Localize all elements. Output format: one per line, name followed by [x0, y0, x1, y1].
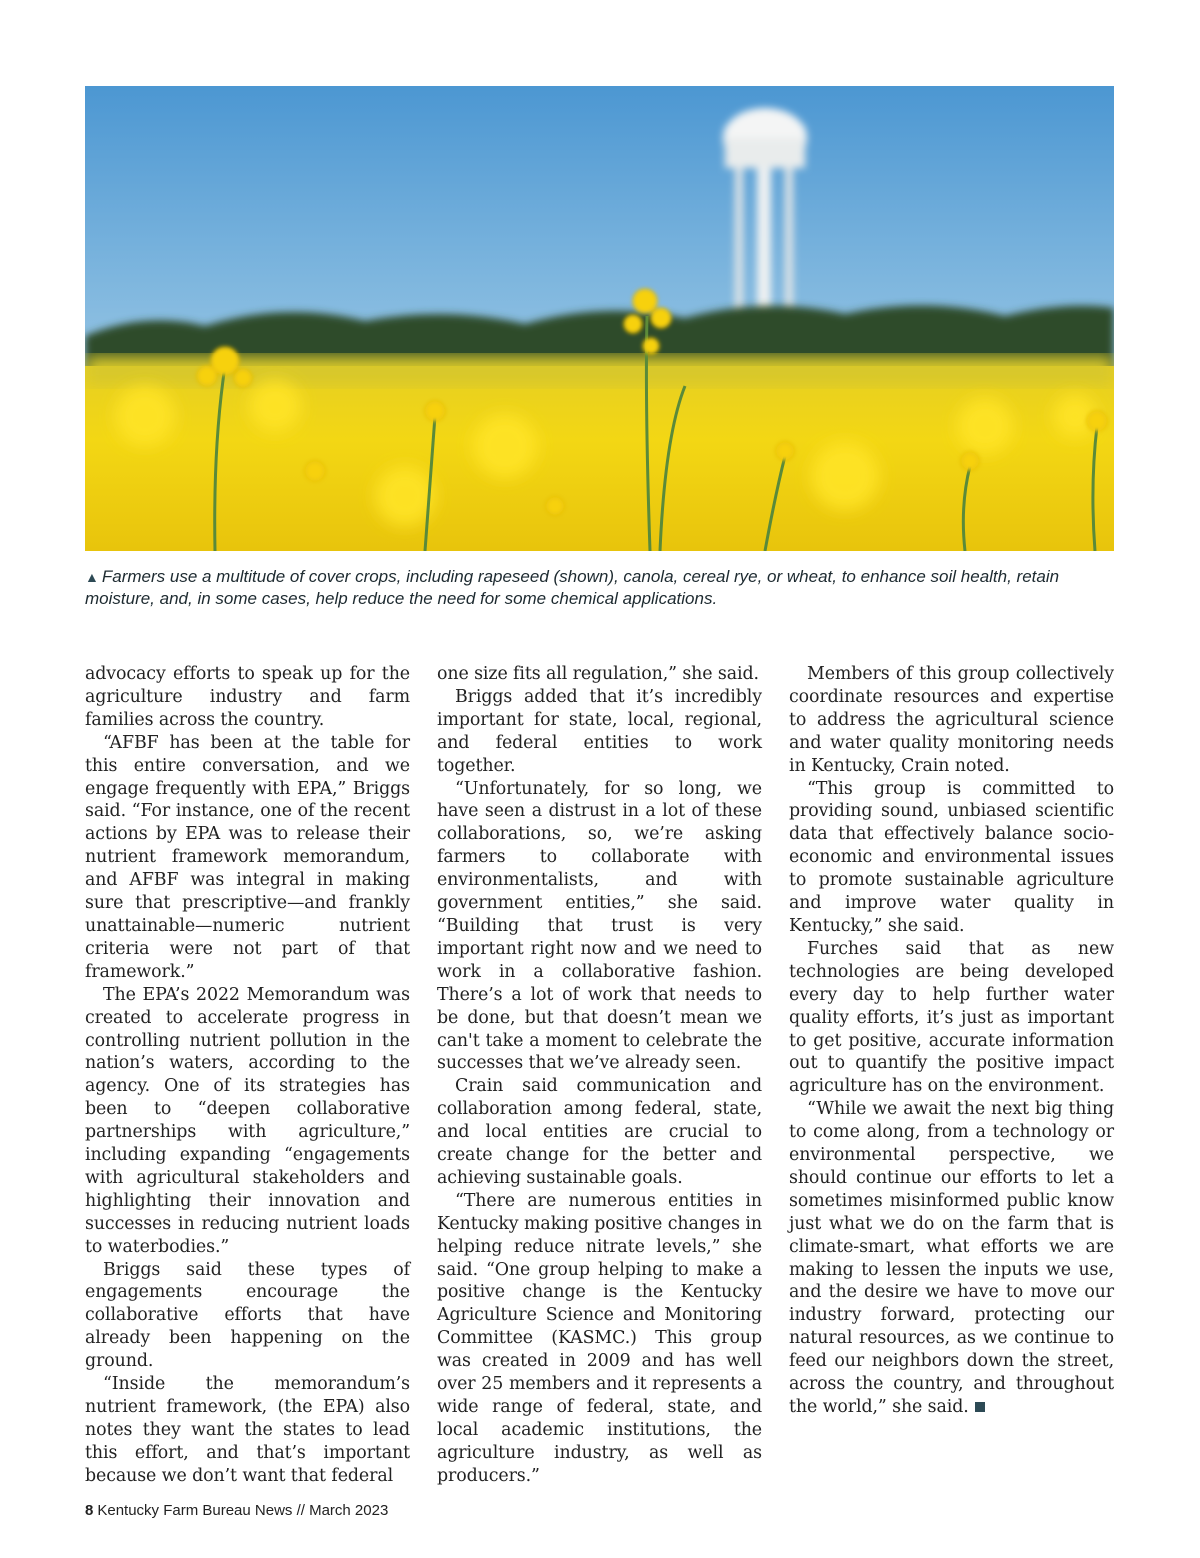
paragraph: “Inside the memorandum’s nutrient framework, (the EPA) also notes they want the states to lead this effort, and that’s important because we don’t want that federal: [85, 1374, 410, 1486]
paragraph: Crain said communication and collaboration among federal, state, and local entities are crucial to create change for the better and achieving sustainable goals.: [437, 1076, 762, 1188]
photo-caption: [85, 566, 1114, 610]
paragraph: “This group is committed to providing sound, unbiased scientific data that effectively balance socio-economic and environmental issues to promote sustainable agriculture and improve water quality in Kentucky,” she said.: [789, 778, 1114, 936]
caption-text: Farmers use a multitude of cover crops, including rapeseed (shown), canola, cereal rye, or wheat, to enhance soil health, retain moisture, and, in some cases, help reduce the need for some chemical applications.: [85, 567, 1060, 608]
paragraph: “Unfortunately, for so long, we have seen a distrust in a lot of these collaborations, so, we’re asking farmers to collaborate with environmentalists, and with government entities,” she said. “Building that trust is very important right now and we need to work in a collaborative fashion. There’s a lot of work that needs to be done, but that doesn’t mean we can't take a moment to celebrate the successes that we’ve already seen.: [437, 778, 762, 1074]
paragraph: Furches said that as new technologies are being developed every day to help further water quality efforts, it’s just as important to get positive, accurate information out to quantify the positive impact agriculture has on the environment.: [789, 938, 1114, 1097]
publication-info: Kentucky Farm Bureau News // March 2023: [97, 1502, 389, 1519]
caption-triangle-icon: ▲: [85, 569, 99, 585]
paragraph: Briggs added that it’s incredibly important for state, local, regional, and federal entities to work together.: [437, 686, 762, 776]
rapeseed-field-photo: [85, 86, 1114, 551]
final-paragraph-text: “While we await the next big thing to come along, from a technology or environmental perspective, we should continue our efforts to let a sometimes misinformed public know just what we do on the farm that is climate-smart, what efforts we are making to lessen the inputs we use, and the desire we have to move our industry forward, protecting our natural resources, as we continue to feed our neighbors down the street, across the country, and throughout the world,” she said.: [789, 1099, 1114, 1417]
paragraph: “AFBF has been at the table for this entire conversation, and we engage frequently with EPA,” Briggs said. “For instance, one of the recent actions by EPA was to release their nutrient framework memorandum, and AFBF was integral in making sure that prescriptive—and frankly unattainable—numeric nutrient criteria were not part of that framework.”: [85, 732, 410, 982]
paragraph: advocacy efforts to speak up for the agriculture industry and farm families across the country.: [85, 664, 410, 730]
page-number: 8: [85, 1502, 94, 1519]
page-footer: [85, 1502, 388, 1519]
paragraph: “There are numerous entities in Kentucky making positive changes in helping reduce nitrate levels,” she said. “One group helping to make a positive change is the Kentucky Agriculture Science and Monitoring Committee (KASMC.) This group was created in 2009 and has well over 25 members and it represents a wide range of federal, state, and local academic institutions, the agriculture industry, as well as producers.”: [437, 1190, 762, 1486]
paragraph: The EPA’s 2022 Memorandum was created to accelerate progress in controlling nutrient pollution in the nation’s waters, according to the agency. One of its strategies has been to “deepen collaborative partnerships with agriculture,” including expanding “engagements with agricultural stakeholders and highlighting their innovation and successes in reducing nutrient loads to waterbodies.”: [85, 984, 410, 1257]
paragraph: [789, 1098, 1114, 1419]
paragraph: Members of this group collectively coordinate resources and expertise to address the agricultural science and water quality monitoring needs in Kentucky, Crain noted.: [789, 664, 1114, 776]
photo-illustration: [85, 86, 1114, 551]
end-of-article-icon: [975, 1402, 985, 1412]
article-column-1: [85, 663, 410, 1488]
article-column-3: [789, 663, 1114, 1419]
paragraph: one size fits all regulation,” she said.: [437, 664, 759, 684]
paragraph: Briggs said these types of engagements encourage the collaborative efforts that have already been happening on the ground.: [85, 1259, 410, 1372]
article-column-2: [437, 663, 762, 1488]
